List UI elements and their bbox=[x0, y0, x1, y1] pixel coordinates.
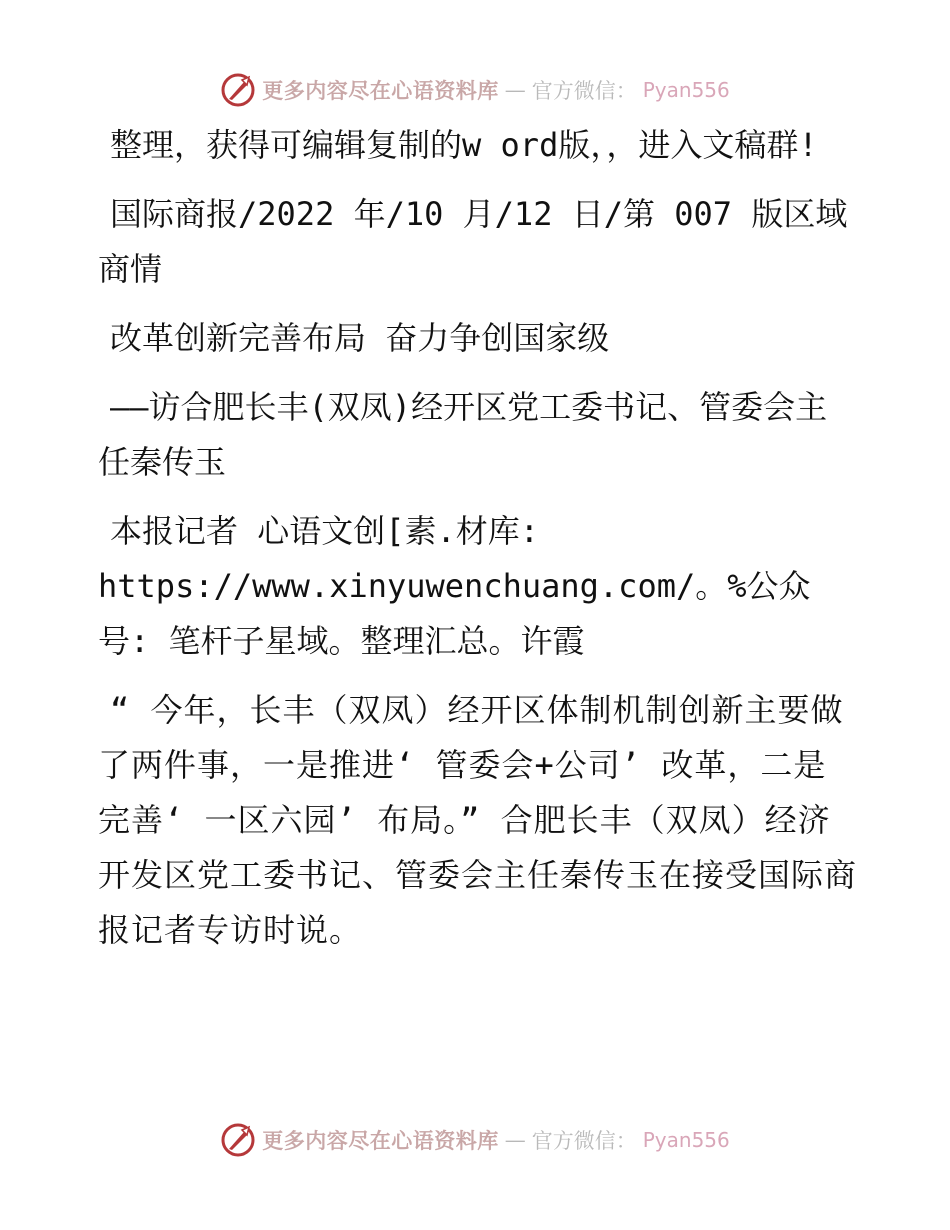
byline: 本报记者 心语文创[素.材库: https://www.xinyuwenchuang.com/。%公众号: 笔杆子星域。整理汇总。许霞 bbox=[98, 512, 811, 660]
watermark-dash: — bbox=[504, 1128, 526, 1152]
article-subtitle: ——访合肥长丰(双凤)经开区党工委书记、管委会主任秦传玉 bbox=[98, 388, 828, 481]
watermark-id: Pyan556 bbox=[642, 78, 730, 102]
watermark-brand: 更多内容尽在心语资料库 bbox=[262, 78, 499, 103]
intro-paragraph: 整理，获得可编辑复制的w ord版，，进入文稿群! bbox=[110, 126, 818, 164]
watermark-label: 官方微信： bbox=[531, 79, 637, 103]
quill-logo-icon bbox=[220, 72, 256, 108]
quill-logo-icon bbox=[220, 1122, 256, 1158]
lead-paragraph: “ 今年，长丰（双凤）经开区体制机制创新主要做了两件事，一是推进‘ 管委会+公司’ 改革，二是完善‘ 一区六园’ 布局。” 合肥长丰（双凤）经济开发区党工委书记、管委会主任秦传玉在接受国际商报记者专访时说。 bbox=[98, 691, 858, 949]
source-line: 国际商报/2022 年/10 月/12 日/第 007 版区域商情 bbox=[98, 195, 848, 288]
watermark-id: Pyan556 bbox=[642, 1128, 730, 1152]
watermark-label: 官方微信： bbox=[531, 1129, 637, 1153]
document-body bbox=[98, 118, 858, 972]
header-watermark bbox=[0, 70, 950, 110]
watermark-brand: 更多内容尽在心语资料库 bbox=[262, 1128, 499, 1153]
watermark-dash: — bbox=[504, 78, 526, 102]
footer-watermark bbox=[0, 1120, 950, 1160]
article-title: 改革创新完善布局 奋力争创国家级 bbox=[110, 319, 610, 357]
